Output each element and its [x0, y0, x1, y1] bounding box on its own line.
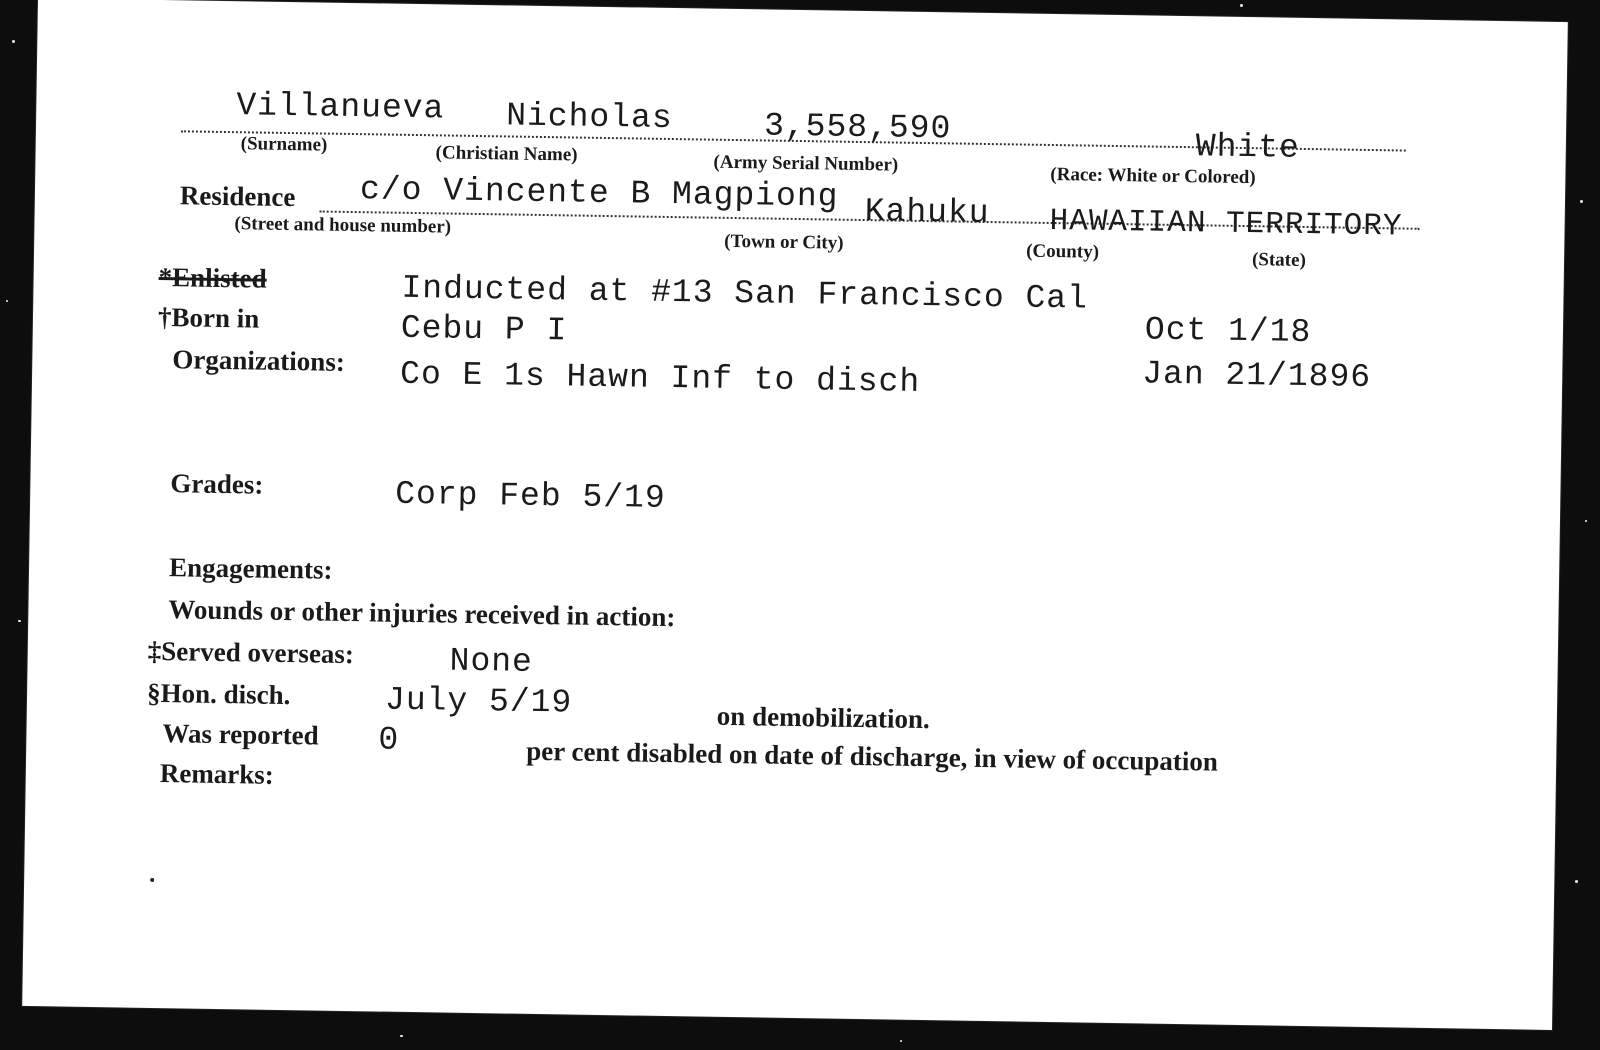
wounds-label: Wounds or other injuries received in action:	[168, 594, 676, 633]
engagements-label: Engagements:	[168, 552, 333, 585]
born-label: †Born in	[157, 301, 260, 334]
ink-dot	[150, 878, 154, 882]
hon-disch-suffix: on demobilization.	[716, 700, 931, 735]
reported-label: Was reported	[162, 718, 319, 751]
disability-suffix: per cent disabled on date of discharge, in view of occupation	[526, 735, 1219, 777]
scan-speck	[900, 1040, 902, 1042]
born-value: Cebu P I	[400, 309, 568, 350]
served-overseas-label: ‡Served overseas:	[147, 635, 355, 670]
enlisted-date: Oct 1/18	[1144, 311, 1312, 352]
organizations-label: Organizations:	[172, 344, 346, 377]
hon-disch-label: §Hon. disch.	[146, 677, 291, 711]
street-caption: (Street and house number)	[234, 213, 452, 238]
christian-name-value: Nicholas	[505, 97, 673, 138]
service-record-card	[22, 0, 1568, 1030]
grades-label: Grades:	[170, 468, 264, 500]
grades-value: Corp Feb 5/19	[394, 475, 666, 517]
town-caption: (Town or City)	[724, 230, 844, 254]
remarks-label: Remarks:	[159, 758, 275, 790]
state-caption: (State)	[1251, 249, 1307, 271]
disability-percent-value: 0	[378, 721, 400, 759]
scan-speck	[400, 1035, 403, 1037]
race-caption: (Race: White or Colored)	[1050, 163, 1256, 189]
race-value: White	[1195, 128, 1301, 167]
scan-speck	[1575, 880, 1578, 883]
hon-disch-value: July 5/19	[384, 681, 573, 722]
residence-county-state-value: HAWAIIAN TERRITORY	[1049, 203, 1403, 245]
surname-value: Villanueva	[236, 87, 445, 128]
scan-speck	[1580, 200, 1583, 203]
army-serial-value: 3,558,590	[763, 107, 952, 148]
scan-speck	[18, 620, 21, 622]
scan-speck	[12, 40, 15, 43]
christian-name-caption: (Christian Name)	[435, 142, 578, 166]
served-overseas-value: None	[449, 642, 534, 681]
enlisted-value: Inducted at #13 San Francisco Cal	[401, 269, 1089, 318]
scan-speck	[1585, 520, 1587, 522]
organizations-value: Co E 1s Hawn Inf to disch	[399, 355, 921, 401]
born-date: Jan 21/1896	[1141, 355, 1372, 397]
army-serial-caption: (Army Serial Number)	[713, 151, 899, 176]
residence-street-value: c/o Vincente B Magpiong	[359, 171, 839, 216]
scan-speck	[6, 300, 8, 302]
scan-speck	[1240, 4, 1243, 7]
county-caption: (County)	[1025, 240, 1100, 263]
residence-town-value: Kahuku	[864, 193, 990, 233]
residence-label: Residence	[179, 180, 296, 213]
enlisted-label: *Enlisted	[158, 261, 267, 294]
surname-caption: (Surname)	[240, 133, 328, 156]
